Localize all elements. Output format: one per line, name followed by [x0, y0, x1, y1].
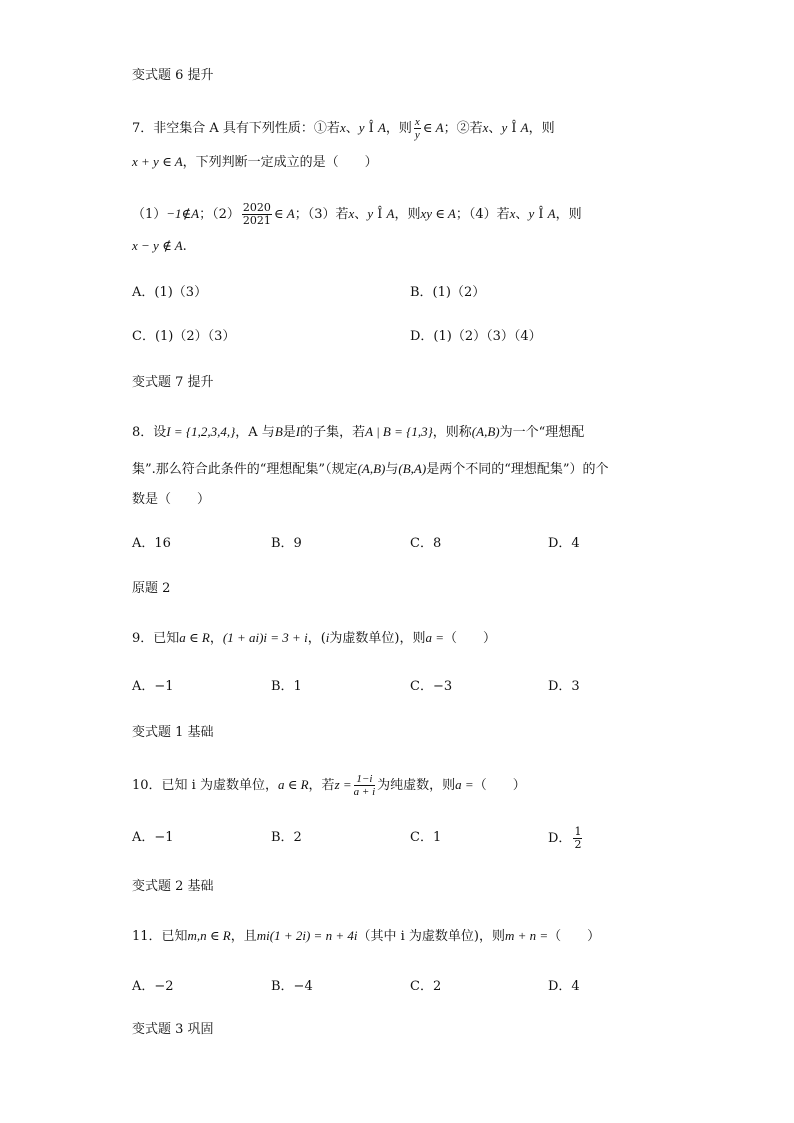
question-8-text: 8．设 [132, 425, 167, 440]
option-d[interactable]: D．4 [548, 979, 580, 994]
option-c[interactable]: C．1 [410, 830, 442, 845]
question-11-text: （ ） [548, 929, 601, 944]
fraction-one-half [573, 826, 582, 851]
option-a[interactable]: A．−2 [132, 979, 174, 994]
statement-text: ，则 [555, 207, 582, 222]
question-8-text: 与 [385, 462, 399, 477]
separator: 、 [345, 121, 359, 136]
math-var: y [367, 206, 374, 221]
math-var: y [501, 120, 508, 135]
statement-text: ；（3）若 [294, 207, 349, 222]
section-label: 变式题 7 提升 [132, 375, 214, 390]
math-expression: x + y ∈ A [132, 154, 183, 169]
section-label: 变式题 6 提升 [132, 68, 214, 83]
math-expression: (A,B) [471, 424, 500, 439]
math-var: B [274, 424, 283, 439]
question-10-text: ，若 [308, 778, 335, 793]
question-11-text: （其中 i 为虚数单位)，则 [357, 929, 505, 944]
math-var: I [295, 424, 301, 439]
fraction-z [354, 773, 375, 798]
statement-text: （1） [132, 207, 167, 222]
option-b[interactable]: B．−4 [271, 979, 313, 994]
question-7-text: 7．非空集合 A 具有下列性质：①若 [132, 121, 340, 136]
option-b[interactable]: B．1 [271, 679, 302, 694]
math-expression: x − y ∉ A [132, 238, 183, 253]
statement-text: ；（2） [199, 207, 240, 222]
option-d-label: D． [548, 831, 572, 846]
fraction-numerator: x [414, 116, 420, 128]
question-9-text: （ ） [444, 631, 497, 646]
math-expression: a = [455, 777, 474, 792]
question-8-text: ，A 与 [235, 425, 275, 440]
option-a[interactable]: A．−1 [132, 830, 174, 845]
question-11-text: ，且 [230, 929, 257, 944]
separator: 、 [515, 207, 529, 222]
option-b[interactable]: B．2 [271, 830, 302, 845]
statement-text: ，则 [394, 207, 421, 222]
question-10-text: 为纯虚数，则 [377, 778, 456, 793]
option-c[interactable]: C．−3 [410, 679, 453, 694]
question-8-line-1 [132, 424, 584, 441]
math-symbol: Î [538, 207, 544, 222]
math-expression: A | B = {1,3} [365, 424, 433, 439]
fraction-denominator: a + i [353, 786, 376, 798]
question-7-line-2 [132, 154, 378, 171]
fraction-numerator: 1 [574, 825, 582, 838]
math-expression: ∈ A [422, 120, 444, 135]
option-d[interactable]: D．3 [548, 679, 580, 694]
option-c[interactable]: C．2 [410, 979, 442, 994]
math-var: y [358, 120, 365, 135]
question-8-text: 为一个“理想配 [499, 425, 585, 440]
math-expression: −1∉A [166, 206, 200, 221]
math-expression: m,n ∈ R [187, 928, 231, 943]
question-9-text: 9．已知 [132, 631, 180, 646]
question-9-text: ，( [307, 631, 326, 646]
question-8-text: 的子集，若 [300, 425, 366, 440]
question-7-text: ；②若 [443, 121, 483, 136]
question-11-line-1 [132, 928, 600, 945]
math-expression: m + n = [504, 928, 549, 943]
math-var: A [377, 120, 386, 135]
question-9-text: 为虚数单位)，则 [329, 631, 426, 646]
math-expression: xy ∈ A [420, 206, 456, 221]
math-expression: (B,A) [398, 461, 427, 476]
option-b[interactable]: B．(1)（2） [410, 285, 486, 300]
question-7-line-4 [132, 238, 187, 255]
math-symbol: Î [511, 121, 517, 136]
math-expression: ∈ A [273, 206, 295, 221]
question-8-text: 集”.那么符合此条件的“理想配集”（规定 [132, 462, 358, 477]
math-symbol: Î [368, 121, 374, 136]
option-c[interactable]: C．8 [410, 536, 442, 551]
math-var: A [547, 206, 556, 221]
section-label: 变式题 1 基础 [132, 725, 214, 740]
question-11-text: 11．已知 [132, 929, 188, 944]
math-expression: mi(1 + 2i) = n + 4i [256, 928, 358, 943]
question-9-text: ， [209, 631, 223, 646]
fraction-denominator: 2021 [242, 214, 271, 227]
math-var: y [528, 206, 535, 221]
question-8-line-2 [132, 461, 608, 478]
question-7-text: ，下列判断一定成立的是（ ） [182, 155, 378, 170]
section-label: 变式题 2 基础 [132, 879, 214, 894]
option-b[interactable]: B．9 [271, 536, 302, 551]
math-expression: (A,B) [357, 461, 386, 476]
question-8-text: ，则称 [432, 425, 472, 440]
question-8-text: 是 [282, 425, 296, 440]
question-8-text: 是两个不同的“理想配集”）的个 [426, 462, 609, 477]
math-expression: z = [334, 777, 352, 792]
option-a[interactable]: A．−1 [132, 679, 174, 694]
fraction-2020-over-2021 [242, 202, 272, 227]
option-d[interactable]: D．(1)（2）（3）（4） [410, 329, 542, 344]
math-var: A [520, 120, 529, 135]
question-7-text: ，则 [385, 121, 412, 136]
question-10-text: 10．已知 i 为虚数单位， [132, 778, 278, 793]
fraction-x-over-y [414, 116, 421, 141]
math-var: A [386, 206, 395, 221]
math-expression: a ∈ R [277, 777, 309, 792]
separator: 、 [354, 207, 368, 222]
math-var: x [339, 120, 346, 135]
math-var: x [509, 206, 516, 221]
question-8-line-3: 数是（ ） [132, 492, 211, 507]
question-9-line-1 [132, 630, 496, 647]
section-label: 变式题 3 巩固 [132, 1022, 214, 1037]
question-10-text: （ ） [473, 778, 526, 793]
math-expression: a = [425, 630, 444, 645]
fraction-numerator: 2020 [242, 201, 271, 214]
math-expression: (1 + ai)i = 3 + i [222, 630, 308, 645]
math-expression: a ∈ R [179, 630, 210, 645]
option-d[interactable]: D．4 [548, 536, 580, 551]
math-var: x [348, 206, 355, 221]
separator: 、 [488, 121, 502, 136]
question-7-line-1 [132, 116, 555, 141]
option-d[interactable] [548, 826, 584, 851]
option-a[interactable]: A．(1)（3） [132, 285, 208, 300]
question-7-line-3 [132, 202, 582, 227]
math-var: i [325, 630, 330, 645]
math-symbol: Î [377, 207, 383, 222]
statement-text: . [182, 239, 187, 254]
option-a[interactable]: A．16 [132, 536, 171, 551]
fraction-denominator: y [414, 129, 420, 141]
option-c[interactable]: C．(1)（2）（3） [132, 329, 236, 344]
section-label: 原题 2 [132, 581, 171, 596]
math-expression: I = {1,2,3,4,} [166, 424, 236, 439]
fraction-denominator: 2 [574, 838, 582, 851]
question-7-text: ，则 [528, 121, 555, 136]
fraction-numerator: 1−i [354, 773, 375, 786]
math-var: x [482, 120, 489, 135]
question-10-line-1 [132, 773, 526, 798]
statement-text: ；（4）若 [455, 207, 510, 222]
